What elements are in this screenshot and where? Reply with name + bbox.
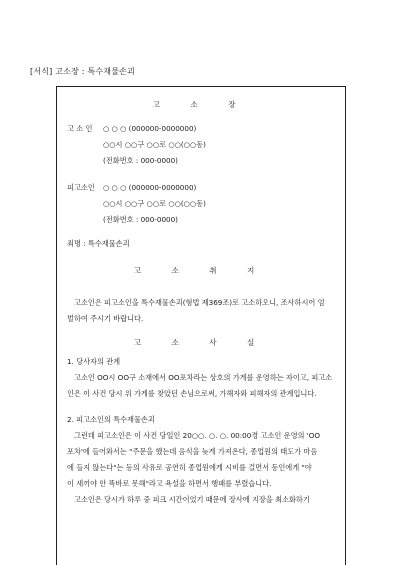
document-caption: [서식] 고소장 : 특수재물손괴 [30, 67, 135, 76]
accused-id: ○ ○ ○ (000000-0000000) [103, 183, 197, 192]
complainant-phone: (전화번호 : 000-0000) [103, 156, 178, 165]
section1-heading: 1. 당사자의 관계 [67, 357, 121, 366]
document-title: 고 소 장 [152, 100, 250, 109]
purpose-heading: 고 소 취 지 [133, 266, 269, 275]
complainant-id: ○ ○ ○ (000000-0000000) [103, 124, 197, 133]
accused-address: ○○시 ○○구 ○○로 ○○(○○동) [103, 199, 206, 208]
section2-line-2: 포차'에 들어와서는 "주문을 했는데 음식을 늦게 가져온다, 종업원의 태도가 마음 [67, 447, 318, 456]
complainant-label: 고 소 인 [67, 124, 93, 133]
section2-line-3: 에 들지 않는다"는 등의 사유로 공연히 종업원에게 시비를 걸면서 동인에게 "야 [67, 463, 312, 472]
section2-line-1: 그런데 피고소인은 이 사건 당일인 20○○. ○. ○. 00:00경 고소인 운영의 'OO [74, 431, 321, 440]
section2-heading: 2. 피고소인의 특수재물손괴 [67, 415, 155, 424]
section1-line-2: 인은 이 사건 당시 위 가게를 찾았던 손님으로써, 가해자와 피해자의 관계입니다. [67, 389, 317, 398]
purpose-line-1: 고소인은 피고소인을 특수재물손괴(형법 제369조)로 고소하오니, 조사하시어 엄 [74, 298, 325, 307]
accused-label: 피고소인 [67, 183, 95, 192]
facts-heading: 고 소 사 실 [133, 338, 269, 347]
section2-line-4: 이 새끼야 안 똑바로 못해"라고 욕설을 하면서 행패를 부렸습니다. [67, 479, 272, 488]
charge-line: 죄명 : 특수재물손괴 [67, 239, 130, 248]
complainant-address: ○○시 ○○구 ○○로 ○○(○○동) [103, 140, 206, 149]
accused-phone: (전화번호 : 000-0000) [103, 215, 178, 224]
section1-line-1: 고소인 OO시 OO구 소재에서 OO포차라는 상호의 가게를 운영하는 자이고, 피고소 [74, 373, 333, 382]
purpose-line-2: 벌하여 주시기 바랍니다. [67, 314, 144, 323]
complaint-document [56, 86, 346, 565]
section2-line-5: 고소인은 당시가 하루 중 피크 시간이었기 때문에 장사에 지장을 최소화하기 [74, 495, 310, 504]
